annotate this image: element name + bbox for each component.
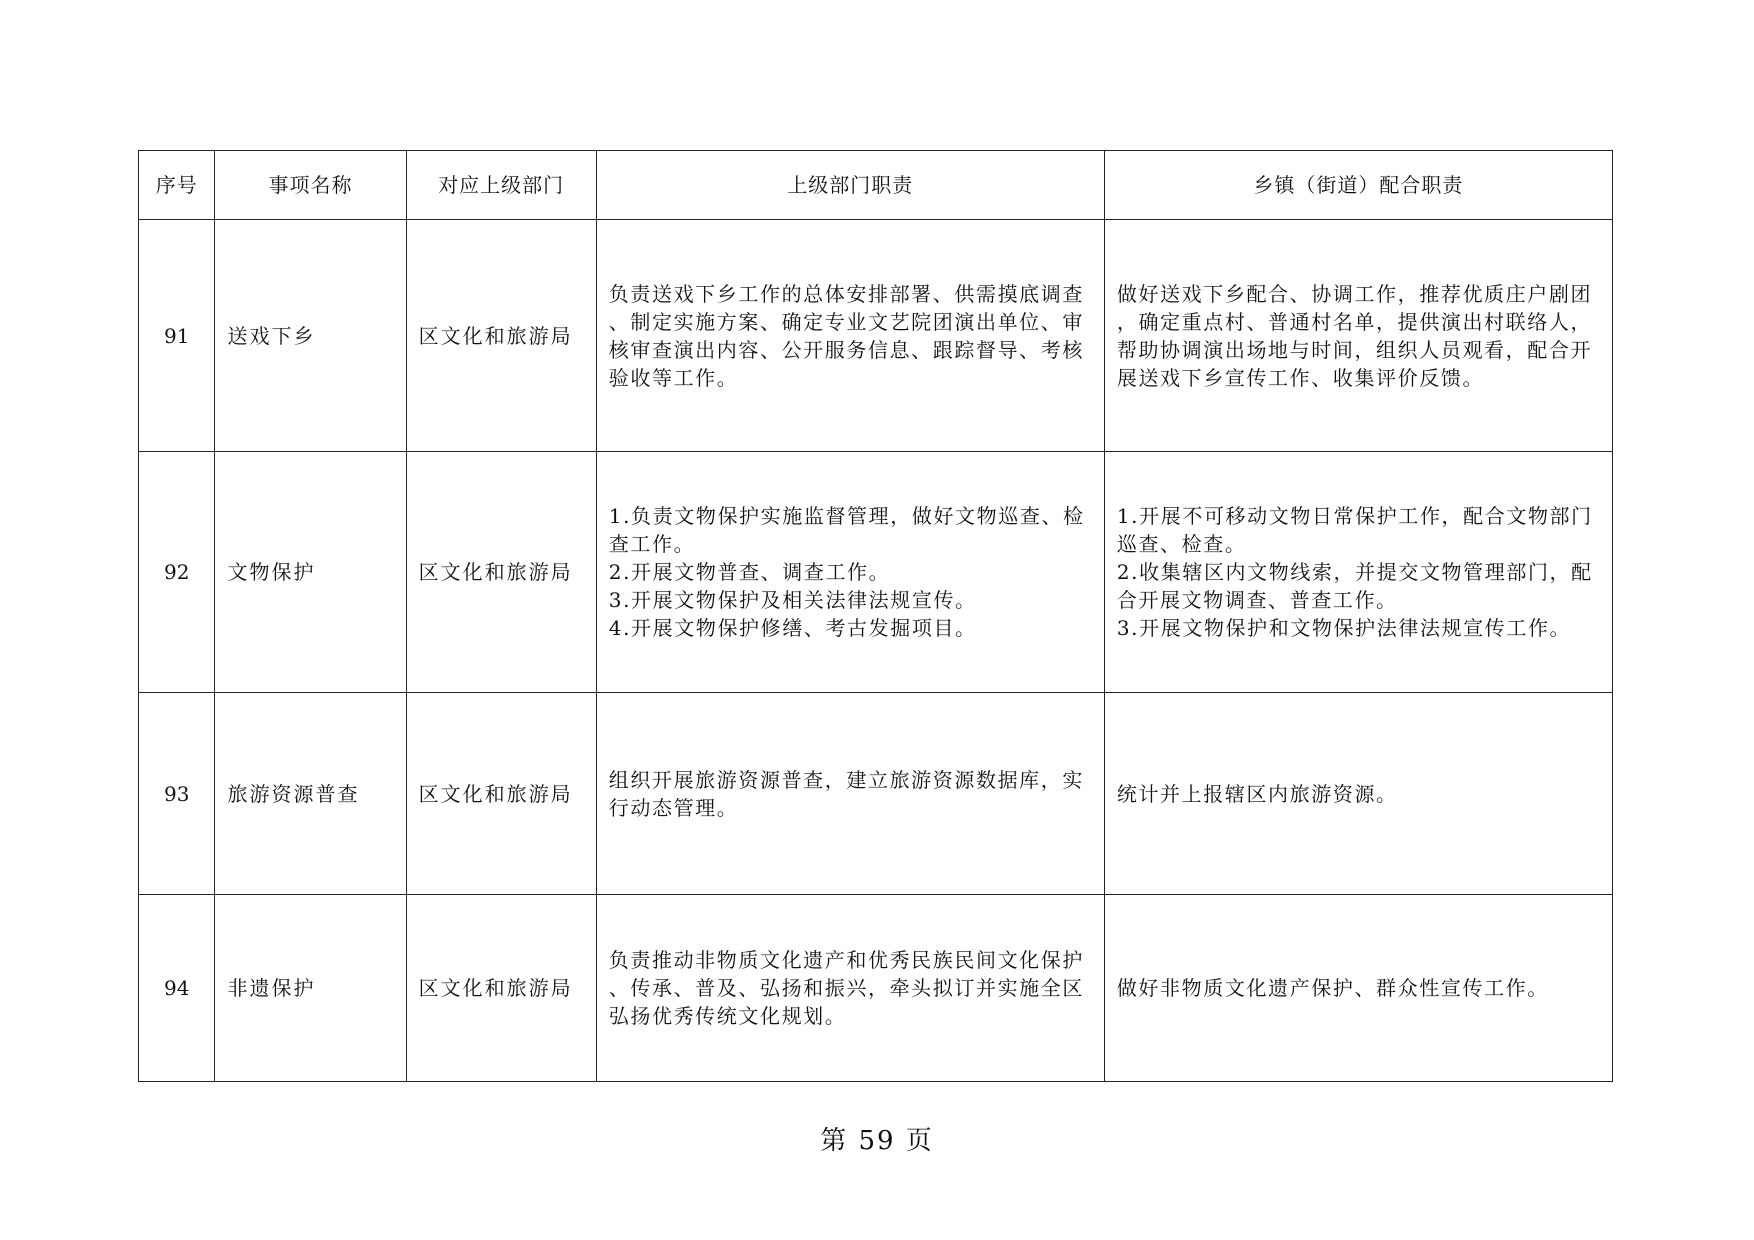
header-upper-dept: 对应上级部门 xyxy=(406,151,596,220)
duty-table xyxy=(138,150,1613,1082)
duty-line: 1.开展不可移动文物日常保护工作，配合文物部门 xyxy=(1116,504,1593,528)
table-row xyxy=(139,693,1613,895)
row-upper-dept: 区文化和旅游局 xyxy=(406,693,596,895)
duty-line: 3.开展文物保护及相关法律法规宣传。 xyxy=(608,588,977,612)
table-row xyxy=(139,220,1613,452)
page-number: 第 59 页 xyxy=(820,1126,934,1156)
row-serial: 92 xyxy=(139,452,215,693)
duty-line: 帮助协调演出场地与时间，组织人员观看，配合开 xyxy=(1116,337,1593,362)
row-upper-duty xyxy=(596,895,1104,1082)
row-item-name: 非遗保护 xyxy=(215,895,406,1082)
row-item-name: 旅游资源普查 xyxy=(215,693,406,895)
row-serial: 91 xyxy=(139,220,215,452)
duty-line: 负责推动非物质文化遗产和优秀民族民间文化保护 xyxy=(608,948,1084,972)
header-item-name: 事项名称 xyxy=(215,151,406,220)
duty-line: 弘扬优秀传统文化规划。 xyxy=(608,1004,847,1028)
row-town-duty xyxy=(1104,452,1612,693)
duty-line: 展送戏下乡宣传工作、收集评价反馈。 xyxy=(1116,365,1485,390)
duty-line: 合开展文物调查、普查工作。 xyxy=(1116,588,1398,612)
row-town-duty xyxy=(1104,693,1612,895)
table-row xyxy=(139,895,1613,1082)
row-upper-duty xyxy=(596,693,1104,895)
duty-line: 1.负责文物保护实施监督管理，做好文物巡查、检 xyxy=(608,504,1085,528)
duty-line: 4.开展文物保护修缮、考古发掘项目。 xyxy=(608,616,977,640)
row-upper-duty xyxy=(596,452,1104,693)
duty-line: 行动态管理。 xyxy=(608,795,739,820)
duty-line: 3.开展文物保护和文物保护法律法规宣传工作。 xyxy=(1116,616,1572,640)
duty-line: 巡查、检查。 xyxy=(1116,532,1247,556)
duty-line: 2.收集辖区内文物线索，并提交文物管理部门，配 xyxy=(1116,560,1593,584)
duty-line: 查工作。 xyxy=(608,532,696,556)
row-serial: 94 xyxy=(139,895,215,1082)
row-town-duty xyxy=(1104,895,1612,1082)
duty-line: 、制定实施方案、确定专业文艺院团演出单位、审 xyxy=(608,309,1084,334)
duty-line: 负责送戏下乡工作的总体安排部署、供需摸底调查 xyxy=(608,281,1084,306)
row-town-duty xyxy=(1104,220,1612,452)
header-row xyxy=(139,151,1613,220)
duty-line: 做好非物质文化遗产保护、群众性宣传工作。 xyxy=(1116,976,1549,1000)
header-upper-duty: 上级部门职责 xyxy=(596,151,1104,220)
row-upper-duty xyxy=(596,220,1104,452)
duty-line: 、传承、普及、弘扬和振兴，牵头拟订并实施全区 xyxy=(608,976,1084,1000)
row-upper-dept: 区文化和旅游局 xyxy=(406,895,596,1082)
duty-line: 做好送戏下乡配合、协调工作，推荐优质庄户剧团 xyxy=(1116,281,1593,306)
duty-line: ，确定重点村、普通村名单，提供演出村联络人， xyxy=(1116,309,1593,334)
row-item-name: 送戏下乡 xyxy=(215,220,406,452)
duty-line: 验收等工作。 xyxy=(608,365,739,390)
row-serial: 93 xyxy=(139,693,215,895)
header-town-duty: 乡镇（街道）配合职责 xyxy=(1104,151,1612,220)
duty-line: 组织开展旅游资源普查，建立旅游资源数据库，实 xyxy=(608,767,1084,792)
table-row xyxy=(139,452,1613,693)
row-item-name: 文物保护 xyxy=(215,452,406,693)
duty-line: 核审查演出内容、公开服务信息、跟踪督导、考核 xyxy=(608,337,1084,362)
row-upper-dept: 区文化和旅游局 xyxy=(406,452,596,693)
duty-line: 2.开展文物普查、调查工作。 xyxy=(608,560,891,584)
duty-line: 统计并上报辖区内旅游资源。 xyxy=(1116,781,1398,806)
header-serial: 序号 xyxy=(139,151,215,220)
row-upper-dept: 区文化和旅游局 xyxy=(406,220,596,452)
